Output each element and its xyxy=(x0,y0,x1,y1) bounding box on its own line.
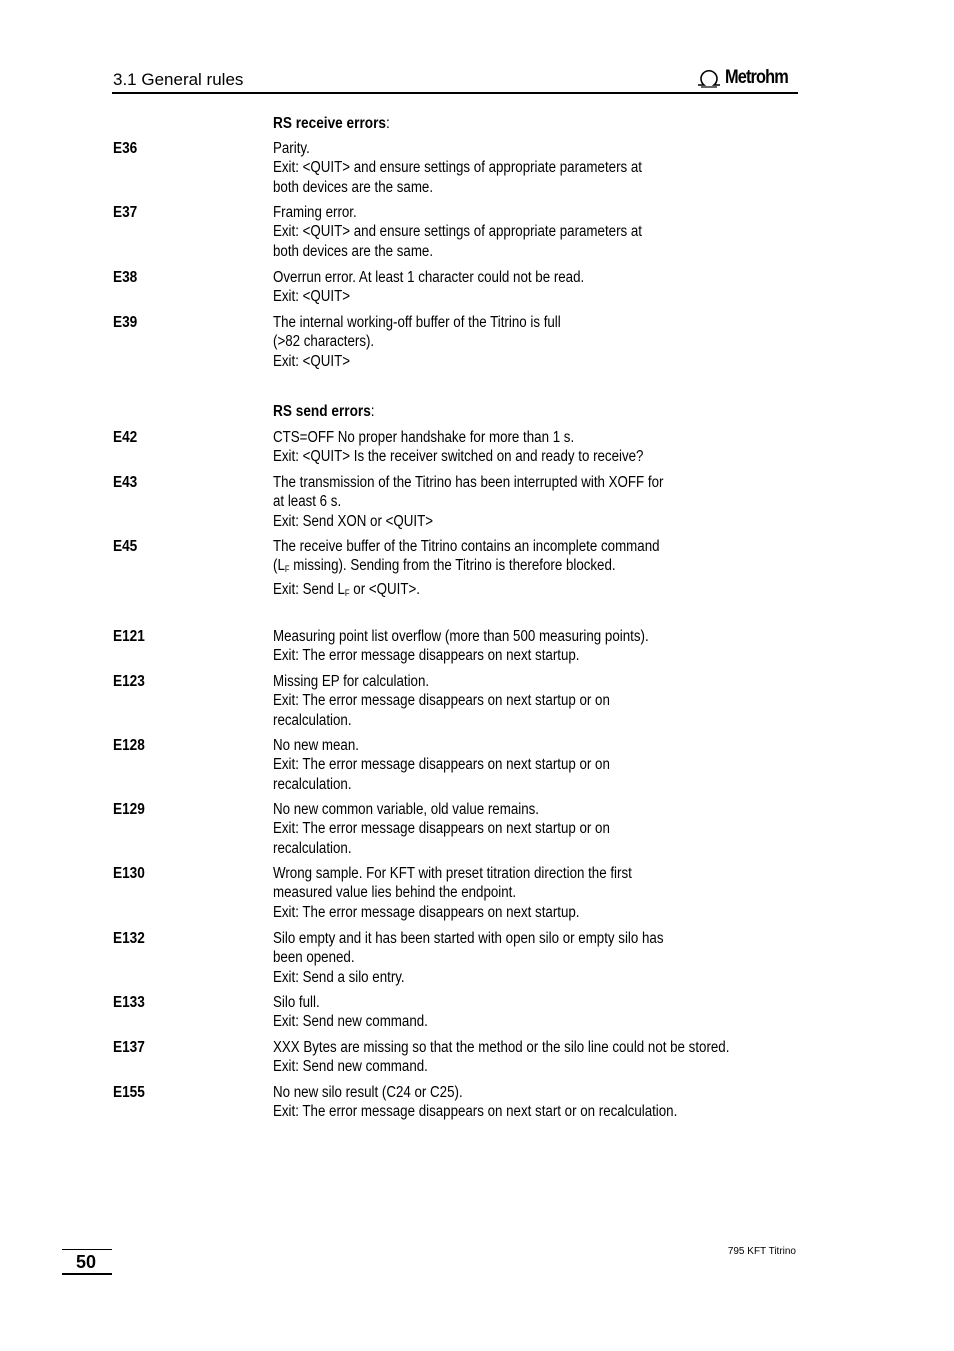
error-code-e42: E42 xyxy=(113,429,138,446)
error-code-e130: E130 xyxy=(113,865,145,882)
error-description-e130: Wrong sample. For KFT with preset titration direction the first measured value lies behind the endpoint. Exit: The error message disappears on next startup. xyxy=(273,865,632,921)
error-description-e132: Silo empty and it has been started with open silo or empty silo has been opened. Exit: Send a silo entry. xyxy=(273,930,664,986)
error-code-e121: E121 xyxy=(113,628,145,645)
error-code-e123: E123 xyxy=(113,673,145,690)
error-code-e155: E155 xyxy=(113,1084,145,1101)
rs-receive-errors-heading: RS receive errors: xyxy=(273,115,390,132)
error-code-e132: E132 xyxy=(113,930,145,947)
error-description-e42: CTS=OFF No proper handshake for more than 1 s. Exit: <QUIT> Is the receiver switched on and ready to receive? xyxy=(273,429,644,466)
error-code-e45: E45 xyxy=(113,538,138,555)
header-divider xyxy=(112,92,798,94)
metrohm-omega-icon xyxy=(696,68,722,88)
error-code-e37: E37 xyxy=(113,204,138,221)
error-code-e129: E129 xyxy=(113,801,145,818)
logo-text: Metrohm xyxy=(725,67,788,88)
rs-send-errors-heading: RS send errors: xyxy=(273,403,375,420)
error-description-e123: Missing EP for calculation. Exit: The error message disappears on next startup or on recalculation. xyxy=(273,673,610,729)
error-description-e43: The transmission of the Titrino has been interrupted with XOFF for at least 6 s. Exit: Send XON or <QUIT> xyxy=(273,474,664,530)
error-description-e121: Measuring point list overflow (more than 500 measuring points). Exit: The error message disappears on next startup. xyxy=(273,628,649,665)
error-description-e128: No new mean. Exit: The error message disappears on next startup or on recalculation. xyxy=(273,737,610,793)
footer-product-name: 795 KFT Titrino xyxy=(727,1246,796,1257)
error-code-e38: E38 xyxy=(113,269,138,286)
error-description-e36: Parity. Exit: <QUIT> and ensure settings of appropriate parameters at both devices are the same. xyxy=(273,140,642,196)
error-description-e129: No new common variable, old value remains. Exit: The error message disappears on next startup or on recalculation. xyxy=(273,801,610,857)
error-code-e137: E137 xyxy=(113,1039,145,1056)
error-description-e137: XXX Bytes are missing so that the method or the silo line could not be stored. Exit: Send new command. xyxy=(273,1039,730,1076)
page-number: 50 xyxy=(62,1249,112,1275)
error-description-e155: No new silo result (C24 or C25). Exit: The error message disappears on next start or on recalculation. xyxy=(273,1084,678,1121)
error-code-e36: E36 xyxy=(113,140,138,157)
error-description-e37: Framing error. Exit: <QUIT> and ensure settings of appropriate parameters at both devices are the same. xyxy=(273,204,642,260)
error-code-e43: E43 xyxy=(113,474,138,491)
error-code-e128: E128 xyxy=(113,737,145,754)
metrohm-logo xyxy=(696,66,798,90)
error-code-e39: E39 xyxy=(113,314,138,331)
error-description-e38: Overrun error. At least 1 character could not be read. Exit: <QUIT> xyxy=(273,269,585,306)
error-description-e133: Silo full. Exit: Send new command. xyxy=(273,994,428,1031)
section-title: 3.1 General rules xyxy=(113,70,244,89)
error-code-e133: E133 xyxy=(113,994,145,1011)
error-description-e39: The internal working-off buffer of the Titrino is full (>82 characters). Exit: <QUIT> xyxy=(273,314,561,370)
error-description-e45: The receive buffer of the Titrino contains an incomplete command ($L_F$ missing). Sending from the Titrino is therefore blocked. Exit: Send $L_F$ or <QUIT>. xyxy=(273,538,660,598)
